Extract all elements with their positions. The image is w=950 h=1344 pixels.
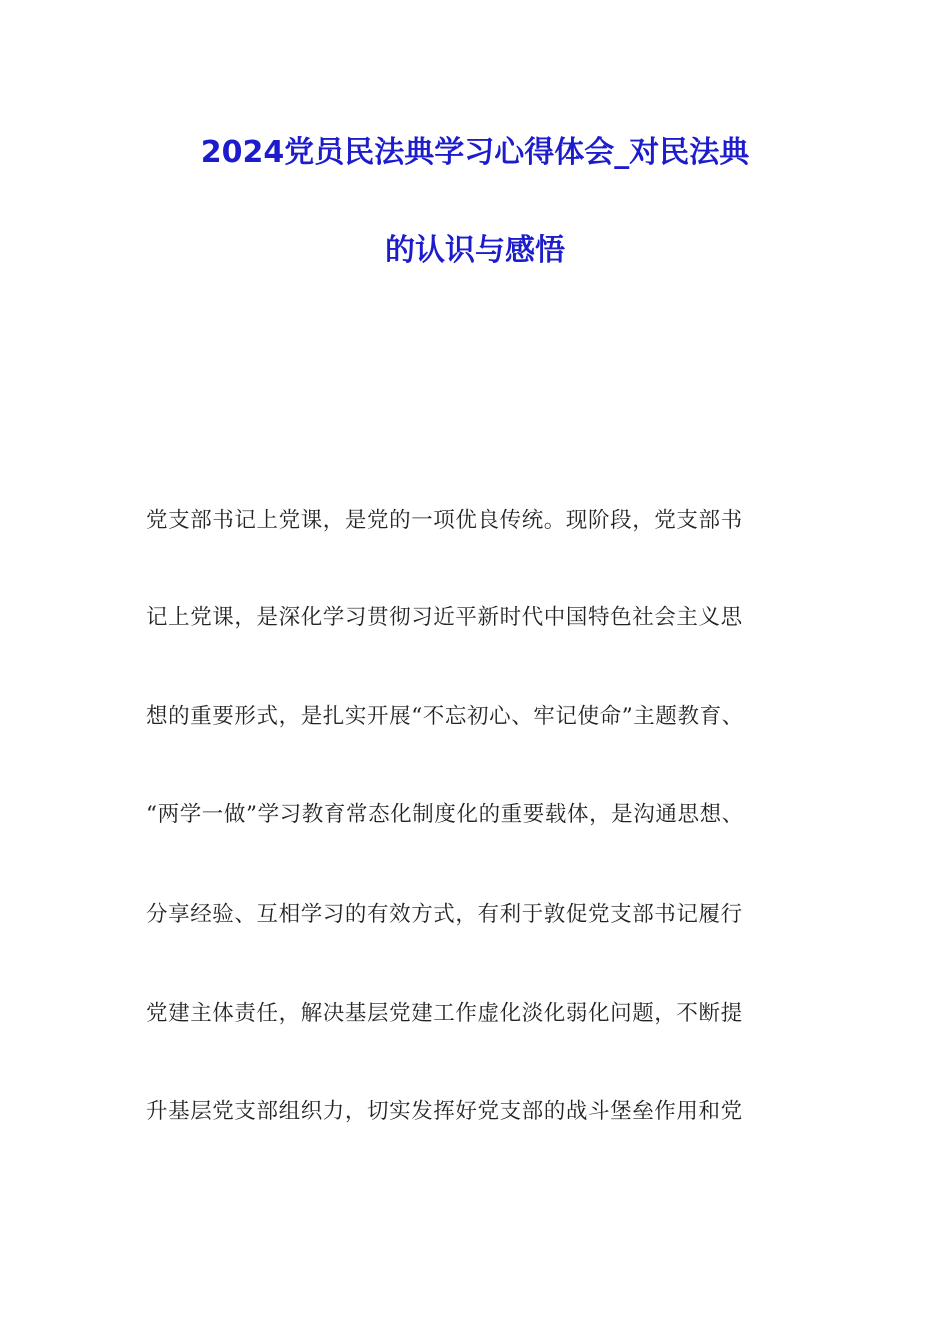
body-text-line-5: 分享经验、互相学习的有效方式，有利于敦促党支部书记履行 (146, 902, 743, 927)
body-text-line-2: 记上党课，是深化学习贯彻习近平新时代中国特色社会主义思 (146, 605, 743, 630)
body-text-line-7: 升基层党支部组织力，切实发挥好党支部的战斗堡垒作用和党 (146, 1099, 743, 1124)
body-text-line-6: 党建主体责任，解决基层党建工作虚化淡化弱化问题，不断提 (146, 1001, 743, 1026)
document-title-line-1: 2024党员民法典学习心得体会_对民法典 (200, 135, 750, 170)
body-text-line-4: “两学一做”学习教育常态化制度化的重要载体，是沟通思想、 (146, 802, 744, 827)
body-text-line-3: 想的重要形式，是扎实开展“不忘初心、牢记使命”主题教育、 (146, 704, 744, 729)
body-text-line-1: 党支部书记上党课，是党的一项优良传统。现阶段，党支部书 (146, 508, 743, 533)
document-title-line-2: 的认识与感悟 (385, 233, 565, 268)
